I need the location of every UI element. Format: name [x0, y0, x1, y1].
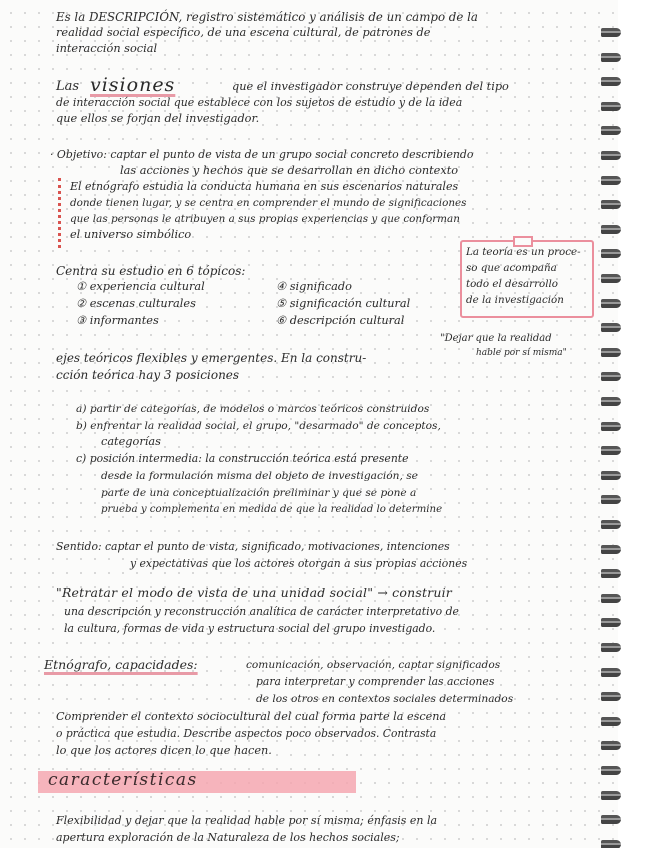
line-2: realidad social específico, de una escena cultural, de patrones de	[56, 26, 431, 39]
spiral-ring-wire	[601, 53, 621, 62]
spiral-ring	[601, 299, 621, 308]
spiral-ring	[601, 471, 621, 480]
spiral-ring-wire	[601, 594, 621, 603]
line-sentido: Sentido: captar el punto de vista, significado, motivaciones, intenciones	[56, 540, 450, 553]
quote-line-1: "Dejar que la realidad	[440, 333, 552, 344]
spiral-ring-wire	[601, 766, 621, 775]
spiral-ring-wire	[601, 77, 621, 86]
spiral-ring	[601, 791, 621, 800]
spiral-ring	[601, 28, 621, 37]
line-etnografo-title: Etnógrafo, capacidades:	[44, 657, 198, 672]
line-retratar: "Retratar el modo de vista de una unidad social" → construir	[56, 585, 452, 600]
spiral-ring-wire	[601, 692, 621, 701]
spiral-ring	[601, 225, 621, 234]
spiral-ring-wire	[601, 126, 621, 135]
spiral-ring	[601, 594, 621, 603]
line-6: que ellos se forjan del investigador.	[56, 112, 260, 125]
spiral-ring	[601, 53, 621, 62]
line-38: apertura exploración de la Naturaleza de los hechos sociales;	[56, 831, 400, 844]
topic-6: ⑥ descripción cultural	[276, 314, 405, 327]
line-36: lo que los actores dicen lo que hacen.	[56, 744, 272, 757]
spiral-ring-wire	[601, 299, 621, 308]
spiral-ring	[601, 126, 621, 135]
line-3: interacción social	[56, 42, 158, 55]
spiral-ring-wire	[601, 348, 621, 357]
line-37: Flexibilidad y dejar que la realidad hable por sí misma; énfasis en la	[56, 814, 438, 827]
spiral-ring-wire	[601, 422, 621, 431]
spiral-ring	[601, 200, 621, 209]
line-b: b) enfrentar la realidad social, el grupo, "desarmado" de conceptos,	[76, 420, 441, 432]
line-17: ejes teóricos flexibles y emergentes. En la constru-	[56, 351, 367, 365]
spiral-ring-wire	[601, 274, 621, 283]
spiral-ring-wire	[601, 225, 621, 234]
line-a: a) partir de categorías, de modelos o marcos teóricos construidos	[76, 403, 430, 415]
line-18: cción teórica hay 3 posiciones	[56, 368, 240, 382]
line-30: la cultura, formas de vida y estructura social del grupo investigado.	[64, 622, 436, 635]
spiral-ring-wire	[601, 151, 621, 160]
line-11: que las personas le atribuyen a sus propias experiencias y que conforman	[70, 213, 460, 225]
spiral-ring	[601, 495, 621, 504]
spiral-ring-wire	[601, 569, 621, 578]
spiral-ring-wire	[601, 840, 621, 848]
section-title: características	[48, 770, 198, 790]
spiral-ring	[601, 422, 621, 431]
topic-1: ① experiencia cultural	[76, 280, 205, 293]
line-c-3: parte de una conceptualización preliminar y que se pone a	[101, 487, 417, 499]
line-topicos: Centra su estudio en 6 tópicos:	[56, 264, 246, 278]
line-29: una descripción y reconstrucción analítica de carácter interpretativo de	[64, 605, 459, 618]
line-12: el universo simbólico	[70, 228, 192, 241]
spiral-ring	[601, 348, 621, 357]
line-33: de los otros en contextos sociales determinados	[256, 693, 514, 705]
spiral-ring	[601, 446, 621, 455]
spiral-ring	[601, 372, 621, 381]
dotted-brace	[58, 178, 66, 248]
keyword-visiones: visiones	[90, 74, 176, 96]
line-b-cont: categorías	[101, 435, 161, 448]
spiral-ring-wire	[601, 495, 621, 504]
line-c-2: desde la formulación misma del objeto de investigación, se	[101, 470, 418, 482]
spiral-ring-wire	[601, 643, 621, 652]
spiral-ring	[601, 668, 621, 677]
page-edge	[618, 0, 655, 848]
spiral-ring	[601, 692, 621, 701]
line-35: o práctica que estudia. Describe aspectos poco observados. Contrasta	[56, 727, 437, 740]
topic-4: ④ significado	[276, 280, 352, 293]
spiral-ring	[601, 77, 621, 86]
note-line-1: La teoría es un proce-	[466, 246, 581, 258]
note-line-2: so que acompaña	[466, 262, 557, 274]
line-34: Comprender el contexto sociocultural del cual forma parte la escena	[56, 710, 447, 723]
spiral-ring	[601, 643, 621, 652]
topic-5: ⑤ significación cultural	[276, 297, 411, 310]
spiral-ring-wire	[601, 471, 621, 480]
line-4a: Las	[56, 79, 80, 94]
line-9: El etnógrafo estudia la conducta humana en sus escenarios naturales	[70, 180, 459, 193]
spiral-ring	[601, 766, 621, 775]
spiral-ring-wire	[601, 372, 621, 381]
spiral-ring	[601, 151, 621, 160]
spiral-ring	[601, 545, 621, 554]
spiral-ring-wire	[601, 446, 621, 455]
spiral-ring	[601, 717, 621, 726]
spiral-ring	[601, 176, 621, 185]
spiral-ring-wire	[601, 28, 621, 37]
spiral-ring	[601, 520, 621, 529]
line-c-4: prueba y complementa en medida de que la realidad lo determine	[101, 504, 443, 515]
spiral-ring	[601, 249, 621, 258]
spiral-ring-wire	[601, 200, 621, 209]
spiral-ring	[601, 618, 621, 627]
note-line-4: de la investigación	[466, 294, 564, 306]
line-5: de interacción social que establece con los sujetos de estudio y de la idea	[56, 96, 463, 109]
spiral-ring-wire	[601, 249, 621, 258]
spiral-ring	[601, 741, 621, 750]
spiral-ring	[601, 569, 621, 578]
topic-3: ③ informantes	[76, 314, 159, 327]
line-10: donde tienen lugar, y se centra en comprender el mundo de significaciones	[70, 197, 467, 209]
spiral-ring-wire	[601, 397, 621, 406]
spiral-ring-wire	[601, 520, 621, 529]
line-4c: que el investigador construye dependen del tipo	[232, 80, 509, 93]
spiral-ring	[601, 102, 621, 111]
line-objetivo: · Objetivo: captar el punto de vista de un grupo social concreto describiendo	[50, 148, 474, 161]
spiral-ring-wire	[601, 545, 621, 554]
note-line-3: todo el desarrollo	[466, 278, 558, 290]
spiral-ring-wire	[601, 741, 621, 750]
line-32: para interpretar y comprender las acciones	[256, 675, 495, 688]
line-27: y expectativas que los actores otorgan a sus propias acciones	[130, 557, 468, 570]
spiral-ring	[601, 323, 621, 332]
line-31b: comunicación, observación, captar significados	[246, 659, 501, 671]
spiral-ring-wire	[601, 717, 621, 726]
spiral-ring-wire	[601, 815, 621, 824]
spiral-ring	[601, 840, 621, 848]
spiral-ring-wire	[601, 668, 621, 677]
spiral-ring-wire	[601, 102, 621, 111]
line-c: c) posición intermedia: la construcción teórica está presente	[76, 452, 409, 465]
spiral-ring-wire	[601, 176, 621, 185]
spiral-ring-wire	[601, 618, 621, 627]
spiral-ring	[601, 815, 621, 824]
quote-line-2: hable por sí misma"	[476, 348, 567, 358]
topic-2: ② escenas culturales	[76, 297, 196, 310]
spiral-ring-wire	[601, 323, 621, 332]
spiral-ring	[601, 397, 621, 406]
line-1: Es la DESCRIPCIÓN, registro sistemático y análisis de un campo de la	[56, 10, 478, 24]
line-8: las acciones y hechos que se desarrollan en dicho contexto	[120, 164, 459, 177]
spiral-ring	[601, 274, 621, 283]
spiral-ring-wire	[601, 791, 621, 800]
